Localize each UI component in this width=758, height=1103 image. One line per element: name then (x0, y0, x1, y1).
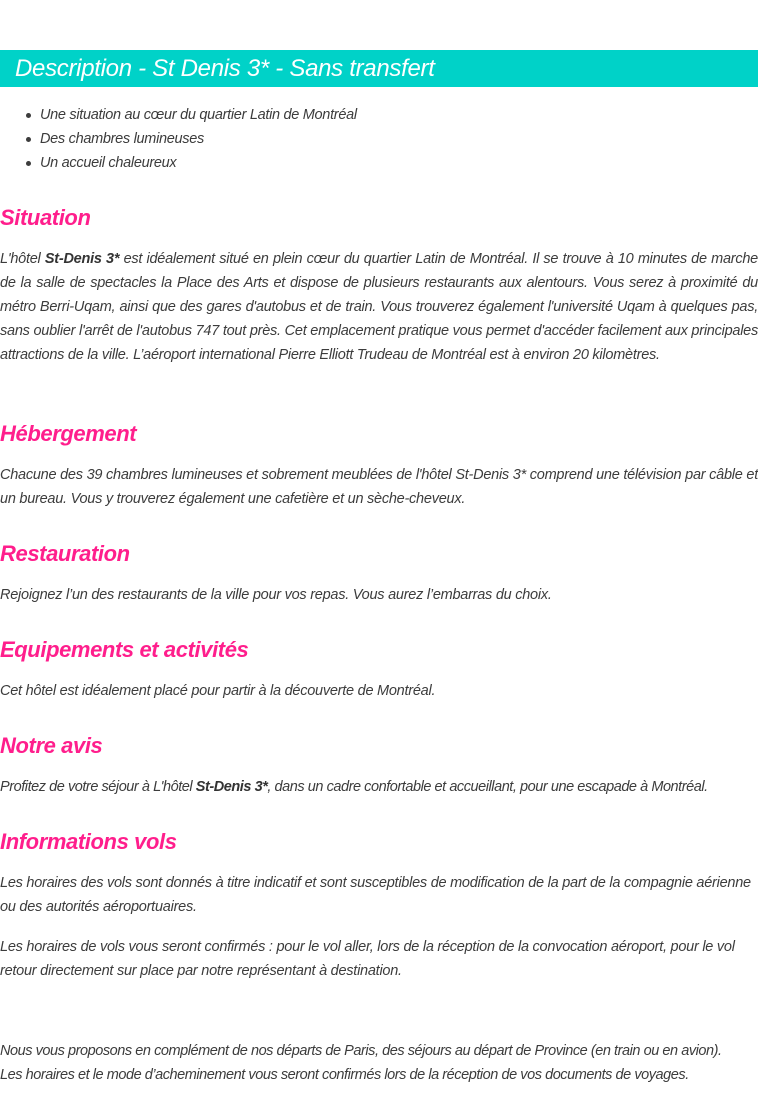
highlights-list (0, 103, 357, 175)
section-heading-restauration: Restauration (0, 541, 130, 566)
equipements-paragraph: Cet hôtel est idéalement placé pour partir à la découverte de Montréal. (0, 683, 436, 699)
avis-text-body: , dans un cadre confortable et accueillant, pour une escapade à Montréal. (267, 779, 708, 795)
province-line-2: Les horaires et le mode d’acheminement vous seront confirmés lors de la réception de vos documents de voyages. (0, 1067, 689, 1083)
highlight-text: Des chambres lumineuses (40, 131, 204, 147)
bullet-icon (26, 161, 31, 166)
hebergement-paragraph: Chacune des 39 chambres lumineuses et sobrement meublées de l'hôtel St-Denis 3* comprend une télévision par câble et un bureau. Vous y trouverez également une cafetière et un sèche-cheveux. (0, 467, 758, 507)
vols-paragraph-2: Les horaires de vols vous seront confirmés : pour le vol aller, lors de la réception de la convocation aéroport, pour le vol retour directement sur place par notre représentant à destination. (0, 939, 735, 979)
highlight-text: Une situation au cœur du quartier Latin de Montréal (40, 107, 357, 123)
avis-text-prefix: Profitez de votre séjour à L'hôtel (0, 779, 196, 795)
highlight-item (0, 103, 357, 127)
highlight-item (0, 127, 357, 151)
section-heading-vols: Informations vols (0, 829, 177, 854)
situation-text-prefix: L'hôtel (0, 251, 45, 267)
section-heading-hebergement: Hébergement (0, 421, 137, 446)
bullet-icon (26, 137, 31, 142)
province-line-1: Nous vous proposons en complément de nos départs de Paris, des séjours au départ de Province (en train ou en avion). (0, 1043, 722, 1059)
restauration-paragraph: Rejoignez l’un des restaurants de la ville pour vos repas. Vous aurez l’embarras du choix. (0, 587, 552, 603)
highlight-text: Un accueil chaleureux (40, 155, 177, 171)
page-title: Description - St Denis 3* - Sans transfert (15, 55, 435, 82)
avis-paragraph (0, 775, 758, 799)
highlight-item (0, 151, 357, 175)
vols-paragraph-1: Les horaires des vols sont donnés à titre indicatif et sont susceptibles de modification de la part de la compagnie aérienne ou des autorités aéroportuaires. (0, 875, 751, 915)
section-heading-avis: Notre avis (0, 733, 103, 758)
situation-paragraph (0, 247, 758, 367)
bullet-icon (26, 113, 31, 118)
situation-text-body: est idéalement situé en plein cœur du quartier Latin de Montréal. Il se trouve à 10 minutes de marche de la salle de spectacles la Place des Arts et dispose de plusieurs restaurants aux alentours. Vous serez à proximité du métro Berri-Uqam, ainsi que des gares d'autobus et de train. Vous trouverez également l'université Uqam à quelques pas, sans oublier l'arrêt de l'autobus 747 tout près. Cet emplacement pratique vous permet d'accéder facilement aux principales attractions de la ville. L’aéroport international Pierre Elliott Trudeau de Montréal est à environ 20 kilomètres. (0, 251, 758, 363)
page-title-bar (0, 50, 758, 87)
section-heading-situation: Situation (0, 205, 91, 230)
hotel-name: St-Denis 3* (195, 779, 268, 795)
hotel-name: St-Denis 3* (44, 251, 120, 267)
section-heading-equipements: Equipements et activités (0, 637, 249, 662)
